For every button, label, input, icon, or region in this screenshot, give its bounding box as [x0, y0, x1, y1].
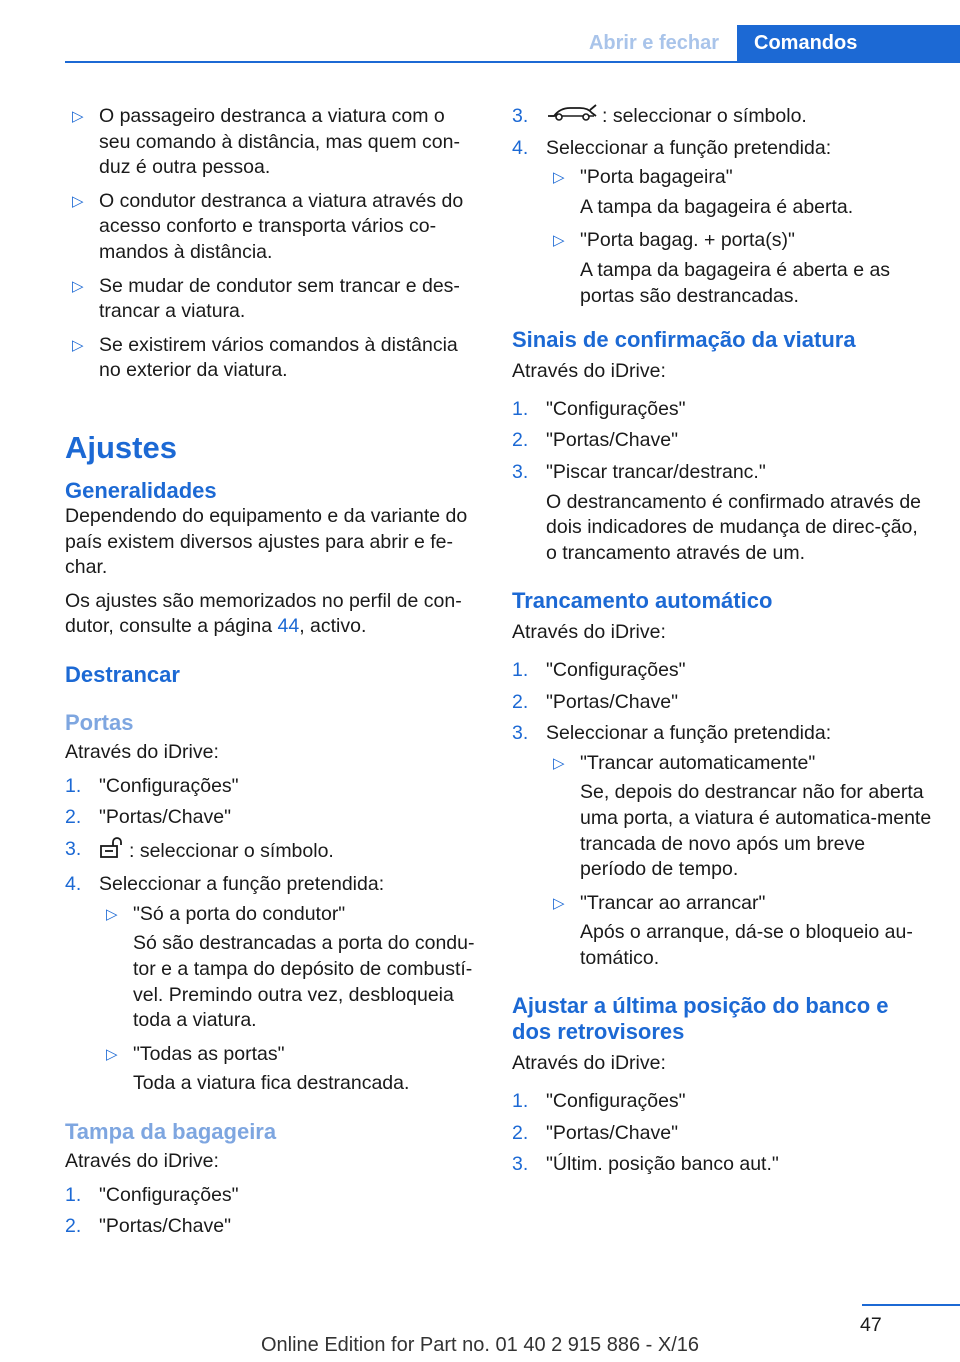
triangle-right-icon: ▷	[106, 1045, 118, 1063]
via-idrive-label: Através do iDrive:	[512, 360, 666, 383]
heading-trancamento-automatico: Trancamento automático	[512, 588, 773, 614]
step-item: 2. "Portas/Chave"	[512, 429, 678, 452]
tab-comandos[interactable]: Comandos	[737, 25, 960, 61]
page-number-rule	[862, 1304, 960, 1306]
triangle-right-icon: ▷	[72, 277, 84, 295]
triangle-right-icon: ▷	[72, 108, 84, 125]
triangle-right-icon: ▷	[553, 754, 565, 772]
triangle-right-icon: ▷	[553, 894, 565, 912]
via-idrive-label: Através do iDrive:	[512, 621, 666, 644]
unlock-icon	[99, 837, 125, 867]
list-item: ▷ Se mudar de condutor sem trancar e des-trancar a viatura.	[72, 274, 460, 323]
step-item: 1. "Configurações"	[512, 658, 686, 681]
list-item: ▷ Se existirem vários comandos à distância no exterior da viatura.	[72, 333, 458, 382]
paragraph-generalidades: Dependendo do equipamento e da variante do país existem diversos ajustes para abrir e fe-char.	[65, 504, 468, 579]
option-item: ▷ "Porta bagag. + porta(s)" A tampa da bagageira é aberta e as portas são destrancadas.	[553, 229, 891, 307]
via-idrive-label: Através do iDrive:	[65, 740, 219, 763]
step-item: 1. "Configurações"	[512, 397, 686, 420]
header-rule	[65, 61, 960, 63]
heading-generalidades: Generalidades	[65, 477, 217, 503]
step-item: 2. "Portas/Chave"	[512, 690, 678, 713]
step-item: 1. "Configurações"	[65, 1183, 239, 1206]
via-idrive-label: Através do iDrive:	[65, 1150, 219, 1173]
list-item: ▷ O passageiro destranca a viatura com o seu comando à distância, mas quem con-duz é outra pessoa.	[72, 105, 460, 179]
step-item: 3. "Piscar trancar/destranc." O destrancamento é confirmado através de dois indicadores de mudança de direc-ção, o trancamento através de um.	[512, 460, 922, 564]
tab-abrir-e-fechar[interactable]: Abrir e fechar	[588, 32, 720, 54]
triangle-right-icon: ▷	[72, 192, 84, 210]
step-item: 4. Seleccionar a função pretendida: ▷ "Porta bagageira" A tampa da bagageira é aberta. ▷ "Porta bagag. + porta(s)" A tampa da bagageira é aberta e as portas são destrancadas.	[512, 136, 932, 310]
heading-ajustar-posicao: Ajustar a última posição do banco e dos retrovisores	[512, 993, 889, 1045]
edition-footer: Online Edition for Part no. 01 40 2 915 886 - X/16	[260, 1334, 700, 1356]
option-item: ▷ "Todas as portas" Toda a viatura fica destrancada.	[106, 1042, 410, 1095]
step-item: 2. "Portas/Chave"	[65, 806, 231, 829]
car-trunk-icon	[546, 104, 598, 130]
step-item: 2. "Portas/Chave"	[512, 1121, 678, 1144]
page-number: 47	[860, 1314, 882, 1336]
option-item: ▷ "Porta bagageira" A tampa da bagageira é aberta.	[553, 166, 854, 218]
paragraph-memorizados: Os ajustes são memorizados no perfil de con-dutor, consulte a página 44, activo.	[65, 589, 462, 638]
option-item: ▷ "Trancar automaticamente" Se, depois do destrancar não for aberta uma porta, a viatura é automatica-mente trancada de novo após um breve período de tempo.	[553, 751, 932, 881]
step-item: 1. "Configurações"	[512, 1090, 686, 1113]
heading-portas: Portas	[65, 709, 134, 735]
page-link-44[interactable]: 44	[277, 615, 300, 638]
heading-destrancar: Destrancar	[65, 661, 180, 687]
option-item: ▷ "Trancar ao arrancar" Após o arranque, dá-se o bloqueio au-tomático.	[553, 891, 913, 969]
list-item: ▷ O condutor destranca a viatura através do acesso conforto e transporta vários co-mandos à distância.	[72, 189, 464, 263]
step-item: 3. "Últim. posição banco aut."	[512, 1153, 779, 1176]
step-item: 3. : seleccionar o símbolo.	[65, 837, 477, 867]
option-item: ▷ "Só a porta do condutor" Só são destrancadas a porta do condu-tor e a tampa do depósito de combustí-vel. Premindo outra vez, desbloqueia toda a viatura.	[106, 902, 475, 1032]
via-idrive-label: Através do iDrive:	[512, 1052, 666, 1075]
step-item: 2. "Portas/Chave"	[65, 1215, 231, 1238]
heading-sinais-confirmacao: Sinais de confirmação da viatura	[512, 327, 856, 353]
heading-tampa-bagageira: Tampa da bagageira	[65, 1119, 277, 1145]
triangle-right-icon: ▷	[106, 905, 118, 923]
step-item: 1. "Configurações"	[65, 774, 239, 797]
step-item: 3. : seleccionar o símbolo.	[512, 104, 932, 130]
step-item: 4. Seleccionar a função pretendida: ▷ "Só a porta do condutor" Só são destrancadas a porta do condu-tor e a tampa do depósito de combustí-vel. Premindo outra vez, desbloqueia toda a viatura. ▷ "Todas as portas" Toda a viatura fica destrancada.	[65, 872, 477, 1097]
step-item: 3. Seleccionar a função pretendida: ▷ "Trancar automaticamente" Se, depois do destrancar não for aberta uma porta, a viatura é automatica-mente trancada de novo após um breve período de tempo. ▷ "Trancar ao arrancar" Após o arranque, dá-se o bloqueio au-tomático.	[512, 721, 932, 971]
heading-ajustes: Ajustes	[65, 429, 177, 465]
left-column	[65, 104, 477, 1246]
triangle-right-icon: ▷	[553, 169, 565, 187]
right-column	[512, 104, 932, 1184]
triangle-right-icon: ▷	[553, 232, 565, 250]
triangle-right-icon: ▷	[72, 336, 84, 354]
